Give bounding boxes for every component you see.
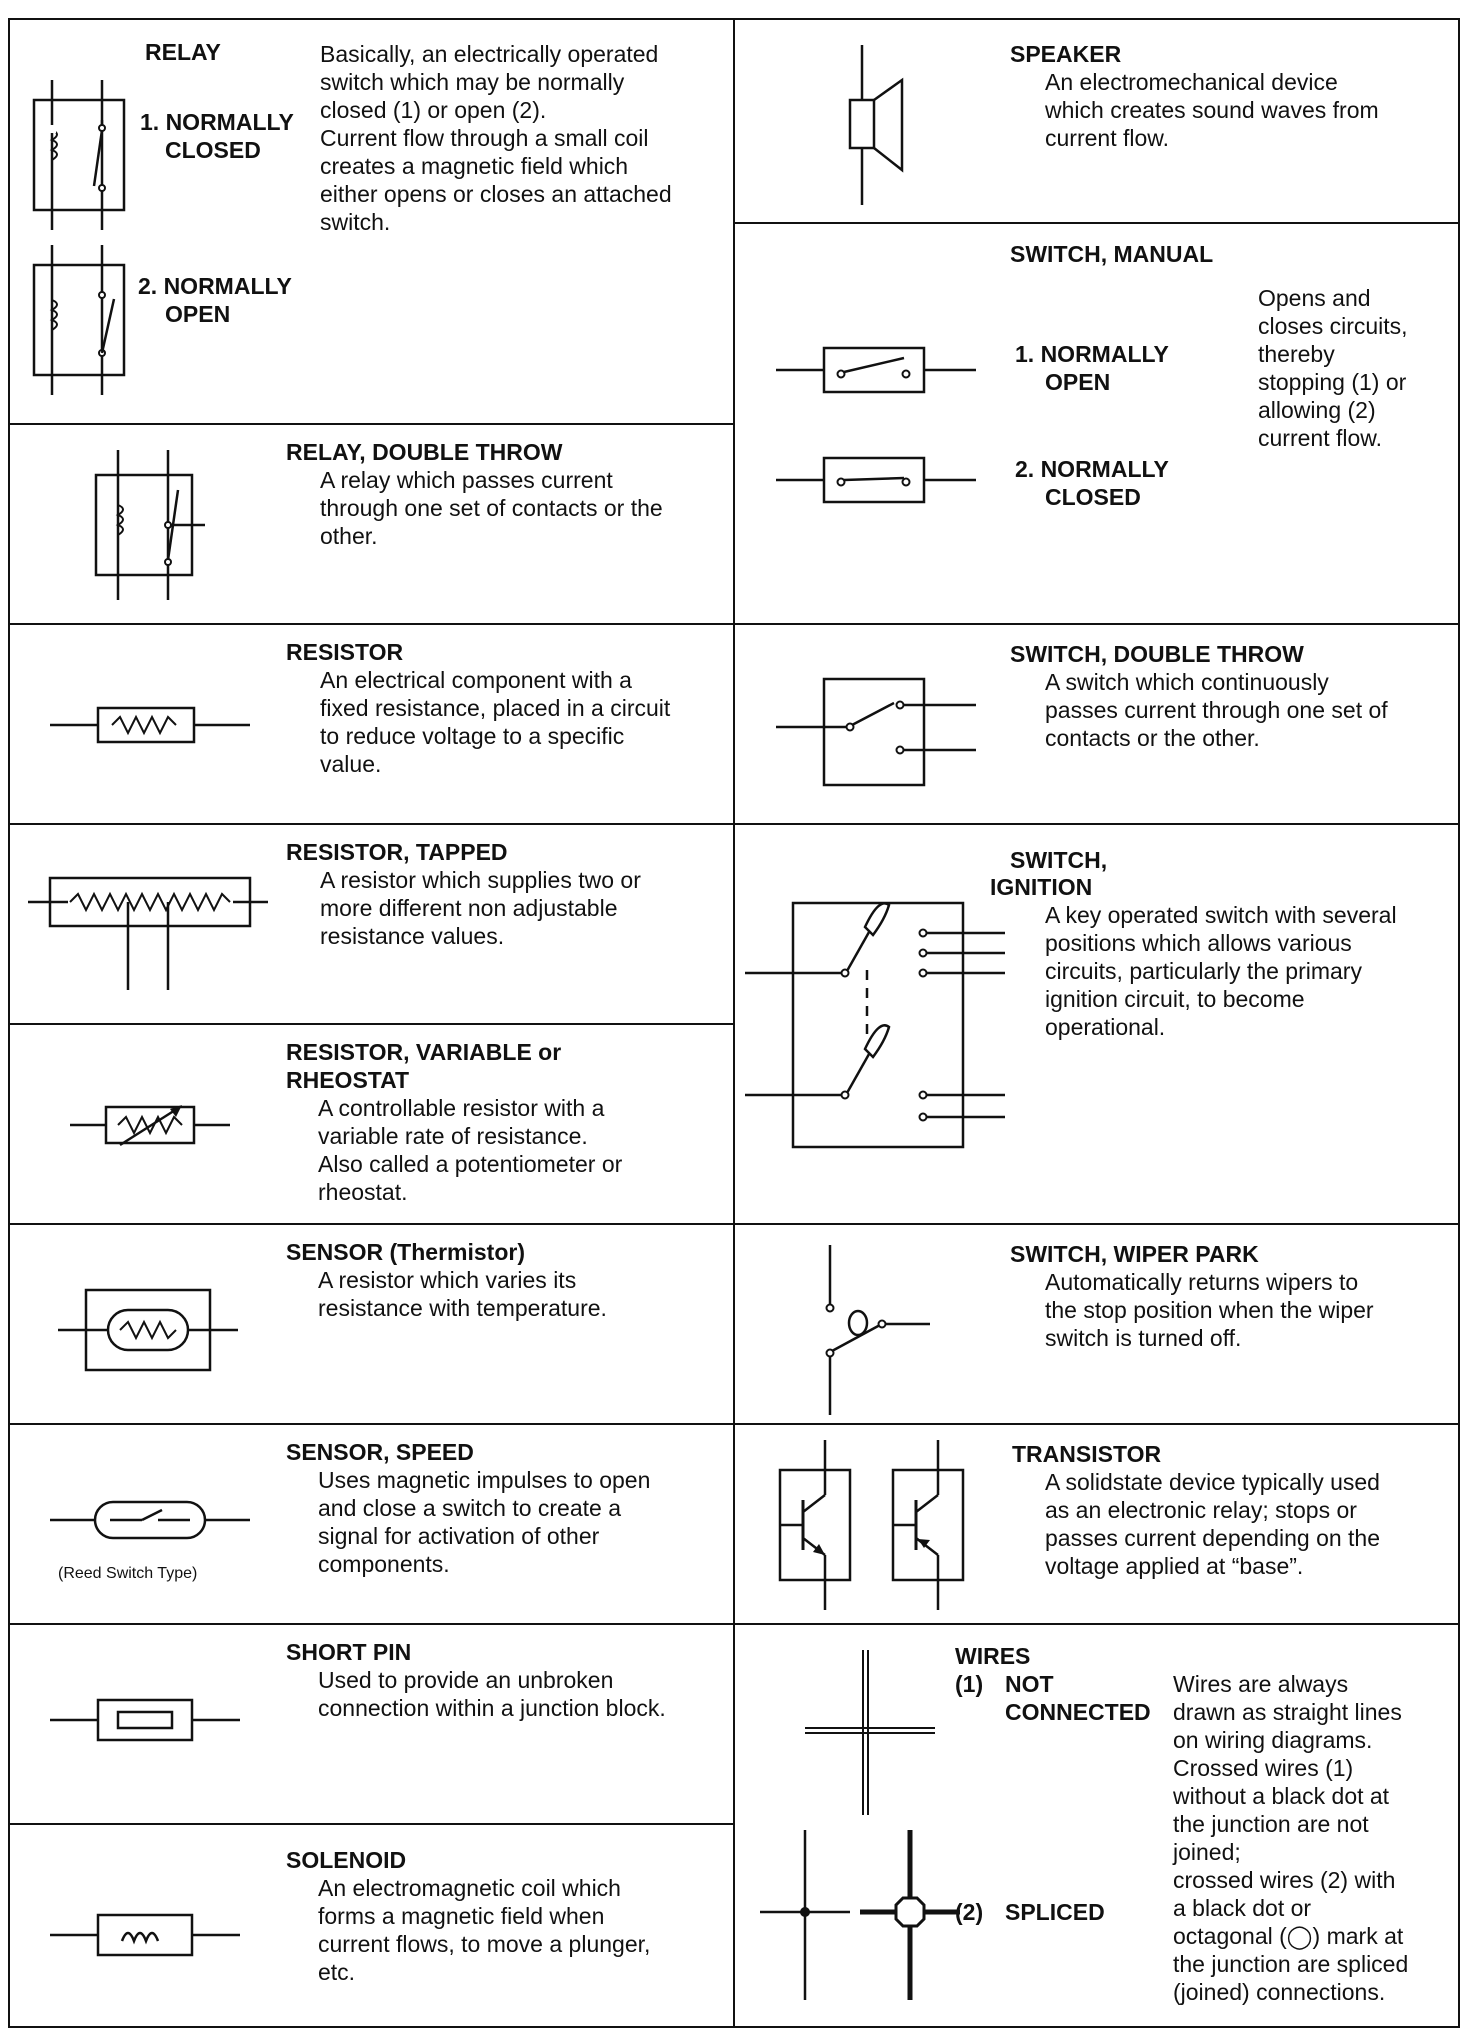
- switch-wiper-park-desc-3: switch is turned off.: [1045, 1325, 1242, 1351]
- sensor-speed-title: SENSOR, SPEED: [286, 1439, 474, 1465]
- relay-nc-label: 1. NORMALLY: [140, 109, 294, 135]
- reed-switch-caption: (Reed Switch Type): [58, 1565, 198, 1582]
- switch-double-throw-desc-2: passes current through one set of: [1045, 697, 1388, 723]
- relay-title: RELAY: [145, 39, 221, 65]
- wires-spliced-dot-symbol: [760, 1830, 850, 2000]
- relay-double-throw-desc-2: through one set of contacts or the: [320, 495, 663, 521]
- switch-manual-title: SWITCH, MANUAL: [1010, 241, 1214, 267]
- speaker-desc-1: An electromechanical device: [1045, 69, 1338, 95]
- sensor-speed-desc-2: and close a switch to create a: [318, 1495, 621, 1521]
- switch-normally-open-symbol: [776, 340, 976, 400]
- divider: [733, 1423, 1460, 1425]
- wires-not-connected-2: CONNECTED: [1005, 1699, 1151, 1725]
- transistor-pnp-symbol: [888, 1440, 988, 1610]
- short-pin-title: SHORT PIN: [286, 1639, 412, 1665]
- divider: [8, 1623, 734, 1625]
- divider: [733, 1623, 1460, 1625]
- relay-double-throw-desc-1: A relay which passes current: [320, 467, 613, 493]
- rheostat-symbol: [70, 1095, 230, 1155]
- ignition-switch-symbol: [745, 895, 1015, 1155]
- divider: [733, 1223, 1460, 1225]
- resistor-desc-2: fixed resistance, placed in a circuit: [320, 695, 671, 721]
- sensor-thermistor-desc-2: resistance with temperature.: [318, 1295, 607, 1321]
- divider: [8, 423, 734, 425]
- speaker-symbol: [840, 45, 920, 205]
- speaker-desc-3: current flow.: [1045, 125, 1169, 151]
- switch-ignition-desc-5: operational.: [1045, 1014, 1166, 1040]
- divider: [8, 1423, 734, 1425]
- short-pin-symbol: [50, 1690, 240, 1750]
- wires-item-1-number: (1): [955, 1671, 984, 1697]
- divider: [733, 222, 1460, 224]
- transistor-title: TRANSISTOR: [1012, 1441, 1162, 1467]
- resistor-variable-title-1: RESISTOR, VARIABLE or: [286, 1039, 562, 1065]
- divider: [8, 1023, 734, 1025]
- short-pin-desc-1: Used to provide an unbroken: [318, 1667, 614, 1693]
- resistor-variable-desc-4: rheostat.: [318, 1179, 408, 1205]
- resistor-tapped-desc-3: resistance values.: [320, 923, 505, 949]
- sensor-thermistor-desc-1: A resistor which varies its: [318, 1267, 577, 1293]
- divider: [8, 623, 734, 625]
- solenoid-desc-2: forms a magnetic field when: [318, 1903, 605, 1929]
- resistor-tapped-title: RESISTOR, TAPPED: [286, 839, 508, 865]
- relay-double-throw-symbol: [90, 450, 220, 600]
- divider: [8, 1823, 734, 1825]
- transistor-npn-symbol: [775, 1440, 875, 1610]
- relay-double-throw-desc-3: other.: [320, 523, 378, 549]
- wires-spliced-octagon-symbol: [860, 1830, 960, 2000]
- relay-no-label-2: OPEN: [165, 301, 231, 327]
- relay-double-throw-title: RELAY, DOUBLE THROW: [286, 439, 563, 465]
- speaker-desc-2: which creates sound waves from: [1045, 97, 1379, 123]
- switch-manual-no-1: 1. NORMALLY: [1015, 341, 1169, 367]
- switch-wiper-park-desc-2: the stop position when the wiper: [1045, 1297, 1374, 1323]
- solenoid-desc-3: current flows, to move a plunger,: [318, 1931, 651, 1957]
- resistor-symbol: [50, 700, 250, 750]
- resistor-variable-title-2: RHEOSTAT: [286, 1067, 410, 1093]
- sensor-thermistor-title: SENSOR (Thermistor): [286, 1239, 525, 1265]
- switch-double-throw-symbol: [776, 675, 976, 790]
- switch-ignition-desc-4: ignition circuit, to become: [1045, 986, 1305, 1012]
- switch-wiper-park-desc-1: Automatically returns wipers to: [1045, 1269, 1359, 1295]
- transistor-desc-4: voltage applied at “base”.: [1045, 1553, 1304, 1579]
- wiper-park-switch-symbol: [800, 1245, 940, 1415]
- divider: [733, 823, 1460, 825]
- wires-not-connected-symbol: [805, 1650, 935, 1815]
- short-pin-desc-2: connection within a junction block.: [318, 1695, 666, 1721]
- switch-double-throw-title: SWITCH, DOUBLE THROW: [1010, 641, 1304, 667]
- wires-not-connected-1: NOT: [1005, 1671, 1054, 1697]
- speaker-title: SPEAKER: [1010, 41, 1122, 67]
- solenoid-desc-4: etc.: [318, 1959, 356, 1985]
- resistor-variable-desc-3: Also called a potentiometer or: [318, 1151, 623, 1177]
- sensor-speed-desc-4: components.: [318, 1551, 450, 1577]
- divider: [8, 823, 734, 825]
- resistor-variable-desc-2: variable rate of resistance.: [318, 1123, 588, 1149]
- transistor-desc-1: A solidstate device typically used: [1045, 1469, 1380, 1495]
- wires-spliced-label: SPLICED: [1005, 1899, 1105, 1925]
- solenoid-title: SOLENOID: [286, 1847, 407, 1873]
- switch-double-throw-desc-1: A switch which continuously: [1045, 669, 1329, 695]
- reed-switch-symbol: [50, 1490, 250, 1550]
- switch-manual-nc-2: CLOSED: [1045, 484, 1141, 510]
- relay-normally-open-symbol: [30, 245, 140, 395]
- transistor-desc-3: passes current depending on the: [1045, 1525, 1381, 1551]
- resistor-desc-4: value.: [320, 751, 382, 777]
- switch-ignition-title-1: SWITCH,: [1010, 847, 1108, 873]
- resistor-desc-1: An electrical component with a: [320, 667, 632, 693]
- transistor-desc-2: as an electronic relay; stops or: [1045, 1497, 1357, 1523]
- wires-item-2-number: (2): [955, 1899, 984, 1925]
- sensor-speed-desc-3: signal for activation of other: [318, 1523, 600, 1549]
- resistor-title: RESISTOR: [286, 639, 404, 665]
- relay-no-label: 2. NORMALLY: [138, 273, 292, 299]
- switch-ignition-desc-1: A key operated switch with several: [1045, 902, 1397, 928]
- switch-manual-nc-1: 2. NORMALLY: [1015, 456, 1169, 482]
- relay-nc-label-2: CLOSED: [165, 137, 261, 163]
- switch-manual-no-2: OPEN: [1045, 369, 1111, 395]
- solenoid-symbol: [50, 1905, 240, 1965]
- solenoid-desc-1: An electromagnetic coil which: [318, 1875, 621, 1901]
- relay-normally-closed-symbol: [30, 80, 140, 230]
- wires-title: WIRES: [955, 1643, 1031, 1669]
- divider: [8, 1223, 734, 1225]
- thermistor-symbol: [58, 1280, 238, 1380]
- switch-ignition-desc-3: circuits, particularly the primary: [1045, 958, 1362, 984]
- sensor-speed-desc-1: Uses magnetic impulses to open: [318, 1467, 651, 1493]
- resistor-desc-3: to reduce voltage to a specific: [320, 723, 625, 749]
- switch-ignition-desc-2: positions which allows various: [1045, 930, 1352, 956]
- resistor-variable-desc-1: A controllable resistor with a: [318, 1095, 605, 1121]
- switch-double-throw-desc-3: contacts or the other.: [1045, 725, 1260, 751]
- divider: [733, 623, 1460, 625]
- switch-ignition-title-2: IGNITION: [990, 874, 1093, 900]
- switch-wiper-park-title: SWITCH, WIPER PARK: [1010, 1241, 1259, 1267]
- resistor-tapped-desc-1: A resistor which supplies two or: [320, 867, 641, 893]
- resistor-tapped-symbol: [28, 870, 268, 990]
- resistor-tapped-desc-2: more different non adjustable: [320, 895, 618, 921]
- switch-normally-closed-symbol: [776, 450, 976, 510]
